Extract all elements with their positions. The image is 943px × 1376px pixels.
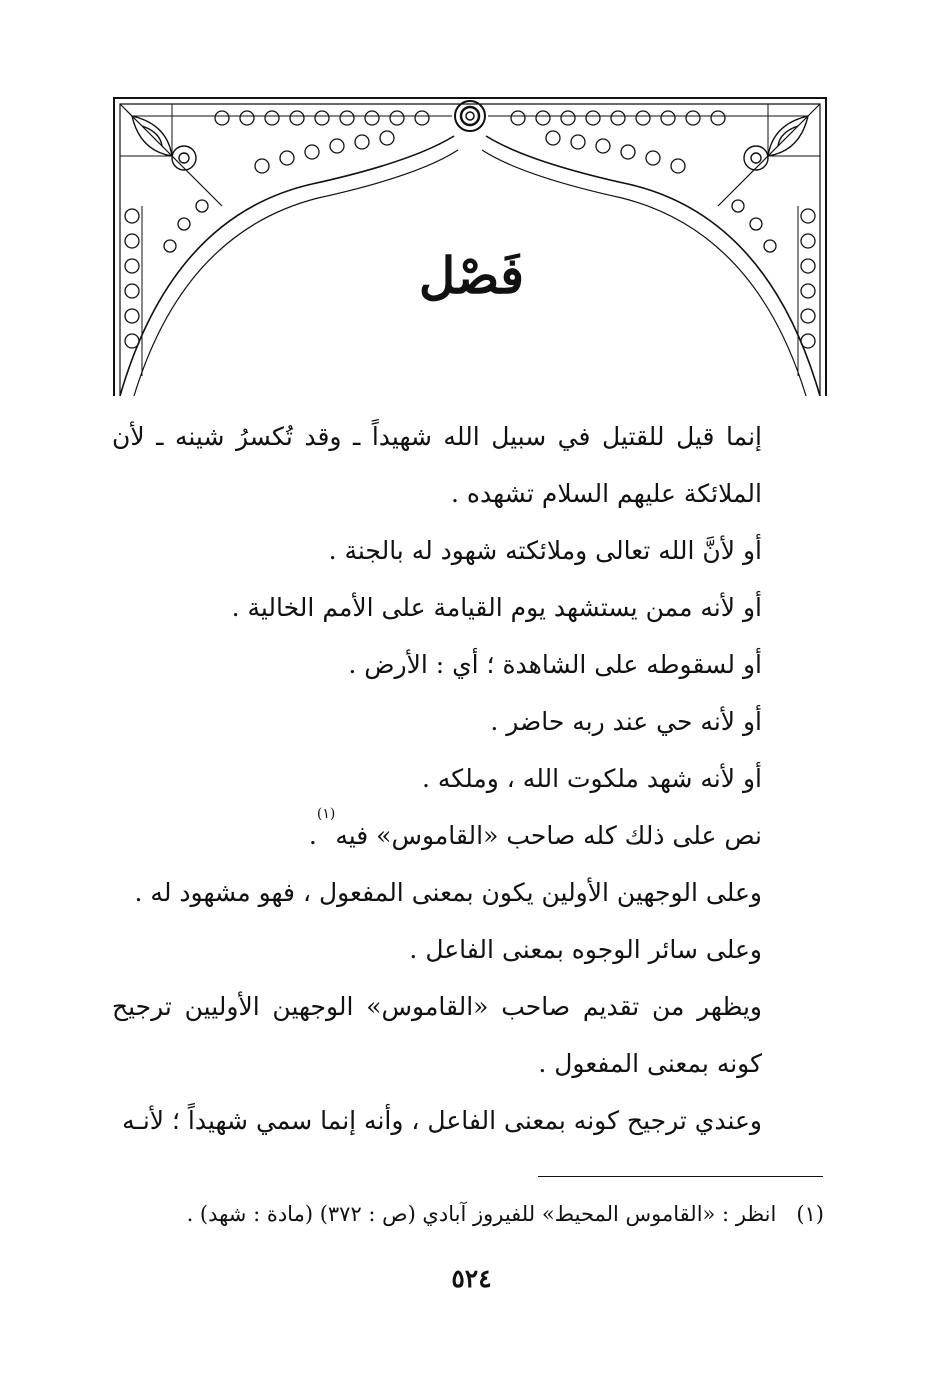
paragraph-4: أو لسقوطه على الشاهدة ؛ أي : الأرض . xyxy=(348,650,762,679)
paragraph-2: أو لأنَّ الله تعالى وملائكته شهود له بالجنة . xyxy=(328,536,762,565)
paragraph-11: وعندي ترجيح كونه بمعنى الفاعل ، وأنه إنما سمي شهيداً ؛ لأنـه xyxy=(122,1106,762,1135)
paragraph-1: إنما قيل للقتيل في سبيل الله شهيداً ـ وقد تُكسرُ شينه ـ لأن الملائكة عليهم السلام تشهده . xyxy=(112,422,762,508)
paragraph-7-text: نص على ذلك كله صاحب «القاموس» فيه xyxy=(335,821,762,850)
paragraph-6: أو لأنه شهد ملكوت الله ، وملكه . xyxy=(422,764,762,793)
paragraph-8: وعلى الوجهين الأولين يكون بمعنى المفعول ، فهو مشهود له . xyxy=(134,878,762,907)
footnote-number: (١) xyxy=(796,1202,824,1226)
paragraph-5: أو لأنه حي عند ربه حاضر . xyxy=(490,707,762,736)
paragraph-7 xyxy=(112,807,824,864)
section-heading: فَصْل xyxy=(418,246,525,305)
paragraph-7-end: . xyxy=(308,821,317,850)
body-text xyxy=(112,408,824,1149)
paragraph-10: ويظهر من تقديم صاحب «القاموس» الوجهين الأوليين ترجيح كونه بمعنى المفعول . xyxy=(112,992,762,1078)
footnote xyxy=(112,1199,824,1229)
paragraph-9: وعلى سائر الوجوه بمعنى الفاعل . xyxy=(409,935,762,964)
paragraph-3: أو لأنه ممن يستشهد يوم القيامة على الأمم الخالية . xyxy=(231,593,762,622)
footnote-text: انظر : «القاموس المحيط» للفيروز آبادي (ص : ٣٧٢) (مادة : شهد) . xyxy=(186,1202,777,1226)
page-number: ٥٢٤ xyxy=(451,1264,492,1293)
footnote-reference[interactable]: (١) xyxy=(316,806,336,822)
footnote-divider xyxy=(538,1176,823,1177)
